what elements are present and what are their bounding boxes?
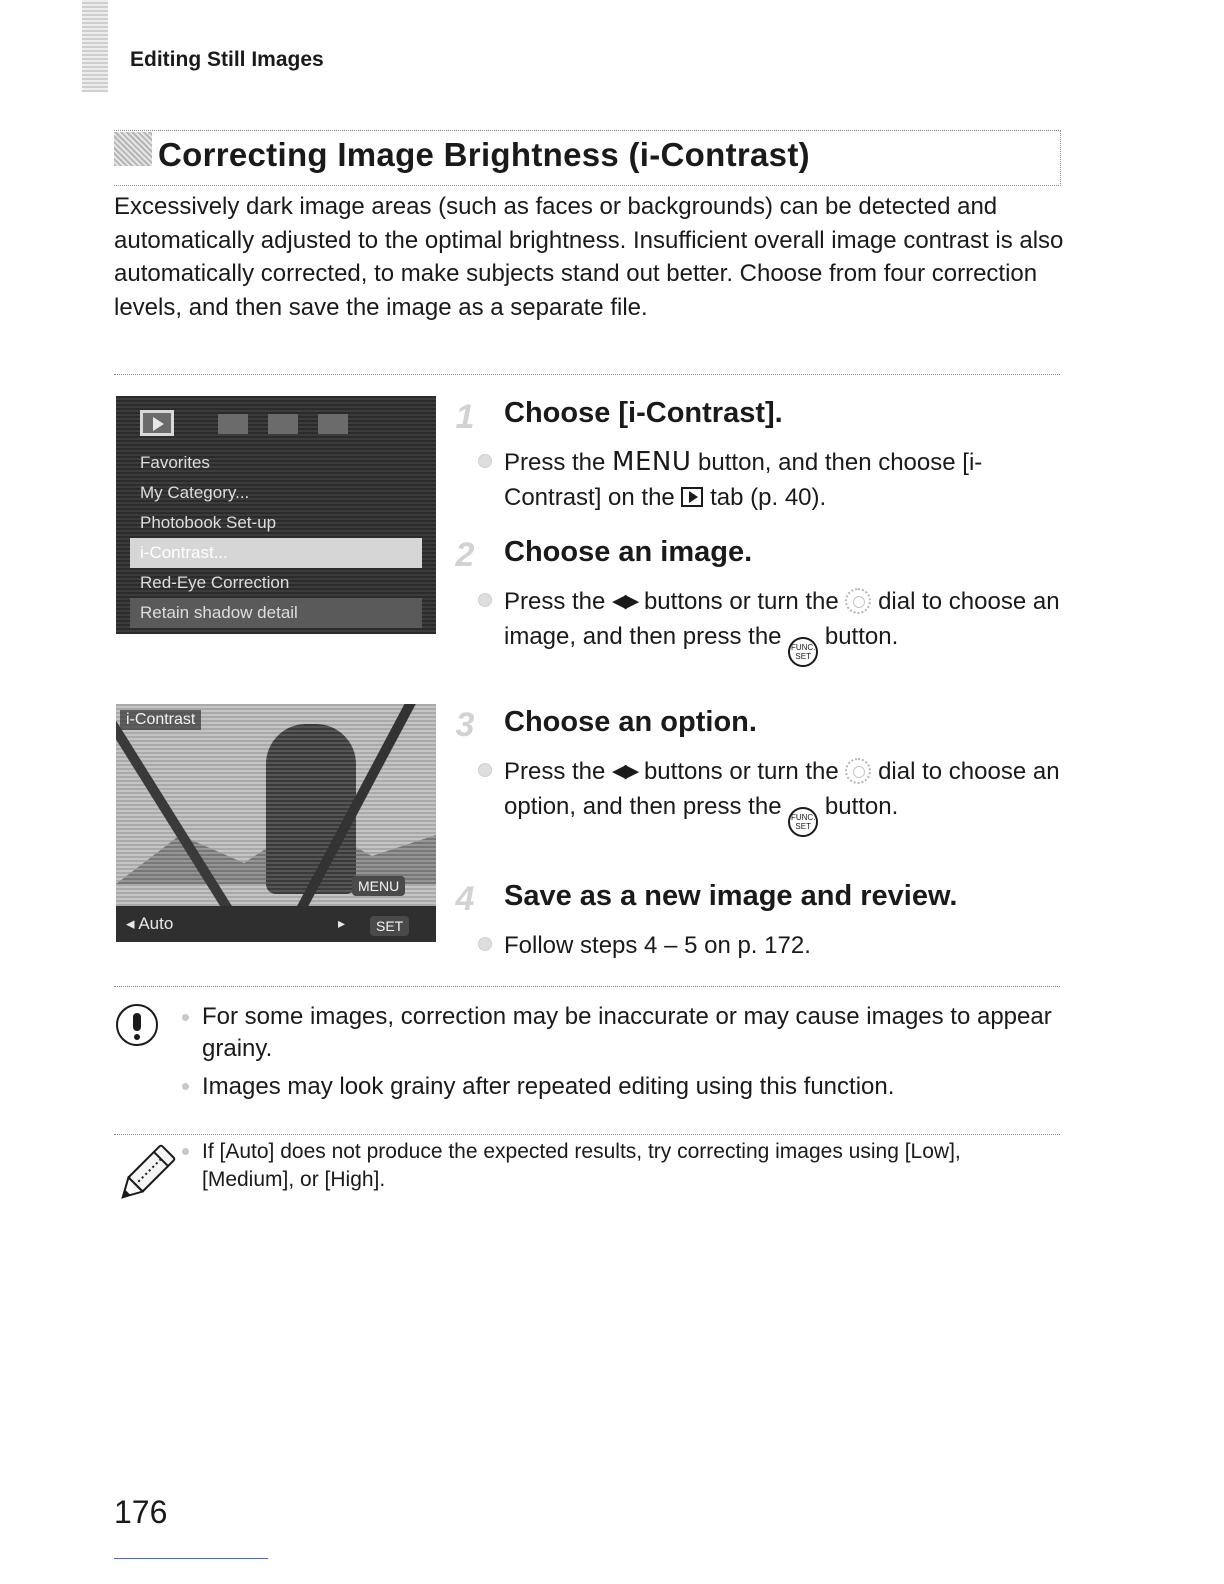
caution-item: For some images, correction may be inaccurate or may cause images to appear grainy.	[202, 1003, 1052, 1062]
func-set-icon: FUNC. SET	[788, 637, 818, 667]
menu-button-label: MENU	[612, 447, 692, 477]
menu-item: Retain shadow detail	[130, 598, 422, 628]
left-right-arrows-icon: ◀▶	[612, 761, 638, 782]
menu-item: Red-Eye Correction	[140, 573, 290, 592]
caution-item: Images may look grainy after repeated editing using this function.	[202, 1073, 895, 1100]
menu-tab	[318, 414, 348, 434]
bullet-icon	[182, 1148, 189, 1155]
menu-tab	[218, 414, 248, 434]
step-body: Press the ◀▶ buttons or turn the dial to choose an option, and then press the FUNC. SET button.	[504, 754, 1064, 837]
menu-tabs	[126, 406, 426, 440]
divider	[114, 1134, 1060, 1135]
step-number: 2	[455, 536, 475, 574]
menu-item: My Category...	[140, 483, 250, 502]
photo-subject	[266, 724, 356, 894]
step-title: Save as a new image and review.	[504, 880, 958, 912]
bullet-icon	[478, 593, 492, 607]
screen-arrow-right: ▸	[338, 915, 346, 931]
step-title: Choose an image.	[504, 536, 753, 568]
step-number: 1	[455, 398, 475, 436]
func-set-icon: FUNC. SET	[788, 807, 818, 837]
step-title: Choose an option.	[504, 706, 757, 738]
page-title: Correcting Image Brightness (i-Contrast)	[158, 136, 810, 173]
caution-icon	[116, 1004, 158, 1046]
left-right-arrows-icon: ◀▶	[612, 591, 638, 612]
step-number: 4	[455, 880, 475, 918]
screen-set-button: SET	[370, 916, 409, 936]
menu-item-selected: i-Contrast...	[130, 538, 422, 568]
bullet-icon	[478, 454, 492, 468]
control-dial-icon	[845, 588, 871, 614]
play-tab-icon	[681, 487, 703, 507]
memo-text: If [Auto] does not produce the expected results, try correcting images using [Low], [Medium], or [High].	[202, 1140, 961, 1191]
step-body: Follow steps 4 – 5 on p. 172.	[504, 932, 811, 959]
divider	[114, 374, 1060, 375]
title-corner-mark	[114, 132, 152, 166]
camera-menu-screen	[116, 396, 436, 634]
control-dial-icon	[845, 758, 871, 784]
section-label: Editing Still Images	[130, 48, 324, 71]
screen-menu-button: MENU	[352, 876, 405, 896]
divider	[114, 986, 1060, 987]
screen-mode-label: i-Contrast	[120, 710, 201, 730]
intro-paragraph: Excessively dark image areas (such as faces or backgrounds) can be detected and automatically adjusted to the optimal brightness. Insufficient overall image contrast is also automatically corrected, to make subjects stand out better. Choose from four correction levels, and then save the image as a separate file.	[114, 193, 1064, 321]
step-title: Choose [i-Contrast].	[504, 397, 783, 429]
screen-option-value: ◂ Auto	[126, 914, 174, 933]
step-body: Press the ◀▶ buttons or turn the dial to choose an image, and then press the FUNC. SET button.	[504, 584, 1064, 667]
page-number-underline	[114, 1558, 268, 1559]
section-tab-marker	[82, 0, 108, 92]
bullet-icon	[478, 937, 492, 951]
page-number: 176	[114, 1494, 168, 1530]
step-number: 3	[455, 706, 475, 744]
step-body: Press the MENU button, and then choose [i-Contrast] on the tab (p. 40).	[504, 447, 983, 511]
menu-item: Photobook Set-up	[140, 513, 277, 532]
camera-photo-screen	[116, 704, 436, 942]
menu-list	[130, 448, 422, 628]
bullet-icon	[182, 1083, 189, 1090]
menu-item: Favorites	[140, 453, 210, 472]
pencil-icon	[112, 1142, 176, 1210]
play-tab-icon	[140, 410, 174, 436]
bullet-icon	[478, 763, 492, 777]
menu-tab	[268, 414, 298, 434]
bullet-icon	[182, 1014, 189, 1021]
